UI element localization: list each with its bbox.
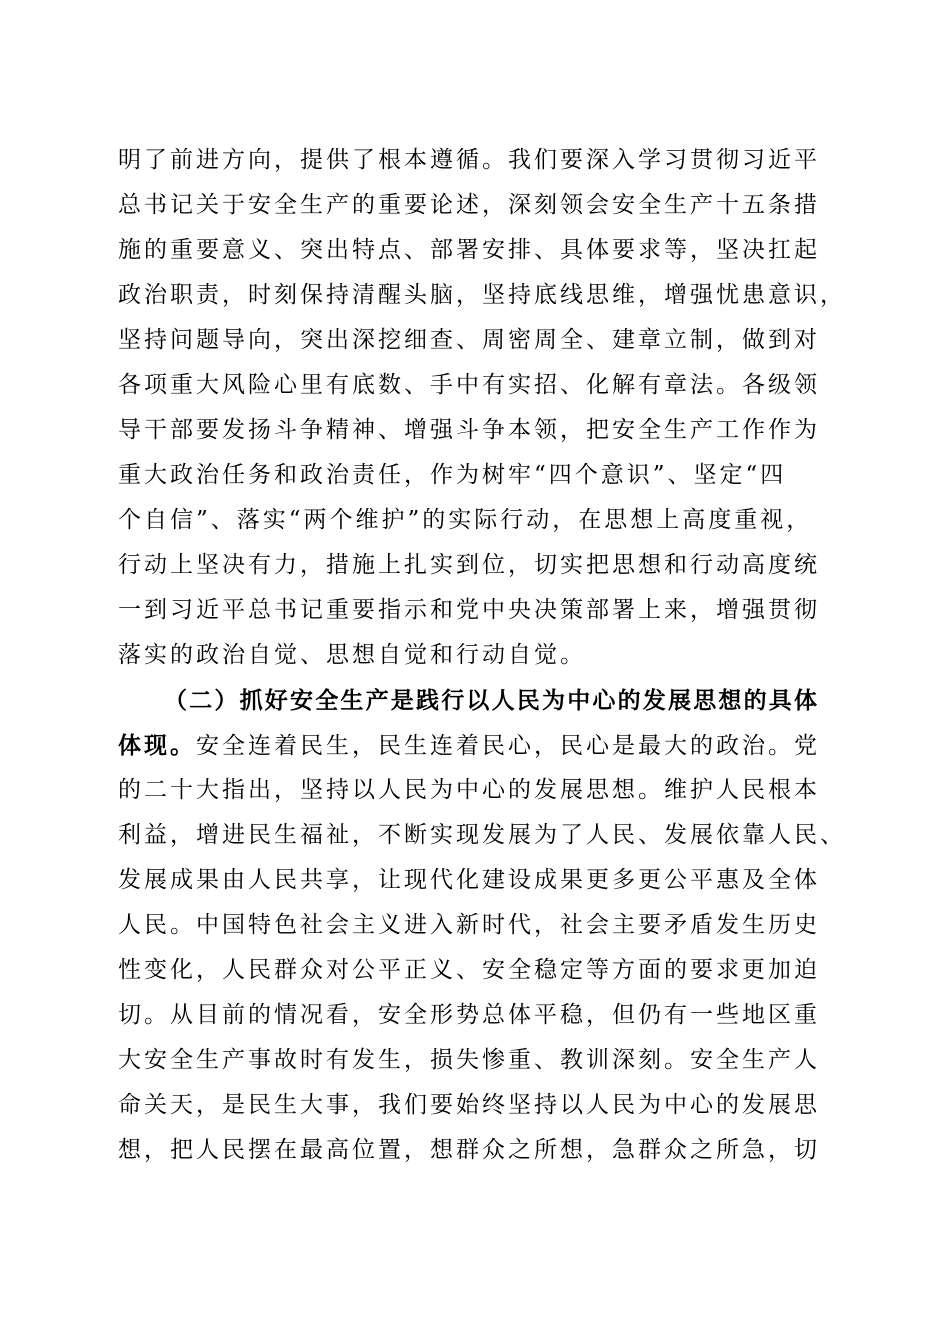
text-line: 切。从目前的情况看，安全形势总体平稳，但仍有一些地区重 (118, 1002, 820, 1028)
text-line: 政治职责，时刻保持清醒头脑，坚持底线思维，增强忧患意识， (118, 282, 846, 308)
text-line: 重大政治任务和政治责任，作为树牢“四个意识”、坚定“四 (118, 462, 787, 488)
text-line: 导干部要发扬斗争精神、增强斗争本领，把安全生产工作作为 (118, 417, 820, 443)
text-line: 一到习近平总书记重要指示和党中央决策部署上来，增强贯彻 (118, 597, 820, 623)
text-line (118, 723, 848, 768)
text-line: 人民。中国特色社会主义进入新时代，社会主要矛盾发生历史 (118, 912, 820, 938)
text-line: 明了前进方向，提供了根本遵循。我们要深入学习贯彻习近平 (118, 147, 820, 173)
text-line: 落实的政治自觉、思想自觉和行动自觉。 (118, 642, 586, 668)
text-line: 发展成果由人民共享，让现代化建设成果更多更公平惠及全体 (118, 867, 820, 893)
paragraph-2 (118, 678, 848, 1173)
text-segment: 安全连着民生，民生连着民心，民心是最大的政治。党 (196, 733, 820, 759)
body-text (118, 138, 848, 1173)
text-line: 坚持问题导向，突出深挖细查、周密周全、建章立制，做到对 (118, 327, 820, 353)
text-line: 性变化，人民群众对公平正义、安全稳定等方面的要求更加迫 (118, 957, 820, 983)
text-line: 的二十大指出，坚持以人民为中心的发展思想。维护人民根本 (118, 777, 820, 803)
section-heading-tail: 体现。 (118, 732, 196, 759)
paragraph-1 (118, 138, 848, 678)
text-line: 行动上坚决有力，措施上扎实到位，切实把思想和行动高度统 (118, 552, 820, 578)
text-line: 想，把人民摆在最高位置，想群众之所想，急群众之所急，切 (118, 1137, 820, 1163)
text-line: 命关天，是民生大事，我们要始终坚持以人民为中心的发展思 (118, 1092, 820, 1118)
text-line: 各项重大风险心里有底数、手中有实招、化解有章法。各级领 (118, 372, 820, 398)
text-line: 利益，增进民生福祉，不断实现发展为了人民、发展依靠人民、 (118, 822, 846, 848)
text-line: 大安全生产事故时有发生，损失惨重、教训深刻。安全生产人 (118, 1047, 820, 1073)
section-heading-line (118, 678, 848, 723)
text-line: 施的重要意义、突出特点、部署安排、具体要求等，坚决扛起 (118, 237, 820, 263)
section-heading: （二）抓好安全生产是践行以人民为中心的发展思想的具体 (164, 687, 820, 714)
text-line: 总书记关于安全生产的重要论述，深刻领会安全生产十五条措 (118, 192, 820, 218)
text-line: 个自信”、落实“两个维护”的实际行动，在思想上高度重视， (118, 507, 813, 533)
